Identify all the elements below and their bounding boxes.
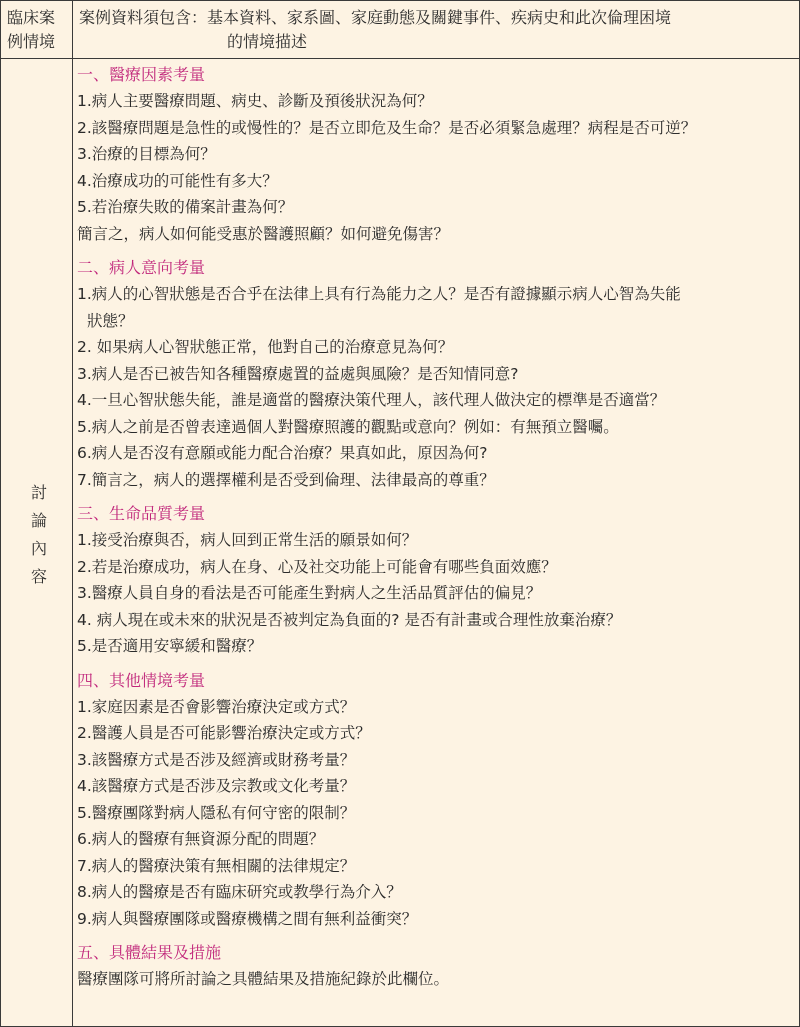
section-title: 二、病人意向考量 [77, 258, 206, 277]
list-item: 5.病人之前是否曾表達過個人對醫療照護的觀點或意向？例如：有無預立醫囑。 [77, 417, 619, 436]
header-description [79, 6, 779, 54]
list-item: 5.若治療失敗的備案計畫為何？ [77, 198, 294, 216]
section-title: 四、其他情境考量 [77, 670, 206, 690]
list-item-continuation: 狀態？ [87, 311, 134, 330]
header-desc-line1: 案例資料須包含：基本資料、家系圖、家庭動態及關鍵事件、疾病史和此次倫理困境 [79, 8, 672, 27]
list-item: 1.家庭因素是否會影響治療決定或方式？ [77, 697, 356, 716]
side-label-char: 容 [30, 567, 47, 586]
list-item: 4.治療成功的可能性有多大？ [77, 171, 278, 190]
list-item: 7.簡言之，病人的選擇權利是否受到倫理、法律最高的尊重？ [77, 470, 495, 489]
list-item: 醫療團隊可將所討論之具體結果及措施紀錄於此欄位。 [77, 970, 450, 988]
list-item: 2.醫護人員是否可能影響治療決定或方式？ [77, 724, 371, 742]
list-item: 4. 病人現在或未來的狀況是否被判定為負面的? 是否有計畫或合理性放棄治療？ [77, 610, 622, 629]
header-label [1, 1, 73, 58]
list-item: 5.醫療團隊對病人隱私有何守密的限制？ [77, 803, 356, 822]
list-item: 2.若是治療成功，病人在身、心及社交功能上可能會有哪些負面效應？ [77, 557, 557, 576]
list-item: 2.該醫療問題是急性的或慢性的？是否立即危及生命？是否必須緊急處理？病程是否可逆？ [77, 118, 697, 137]
side-label-column [1, 59, 73, 1026]
list-item: 1.病人的心智狀態是否合乎在法律上具有行為能力之人？是否有證據顯示病人心智為失能 [77, 285, 681, 303]
list-item: 6.病人是否沒有意願或能力配合治療？果真如此，原因為何? [77, 444, 488, 462]
section-patient-preference [77, 255, 799, 493]
section-medical [77, 62, 799, 247]
list-item: 8.病人的醫療是否有臨床研究或教學行為介入？ [77, 883, 402, 901]
side-label-char: 內 [30, 539, 47, 558]
list-item: 3.醫療人員自身的看法是否可能產生對病人之生活品質評估的偏見？ [77, 584, 542, 602]
header-label-line2: 例情境 [7, 32, 56, 51]
list-item: 2. 如果病人心智狀態正常，他對自己的治療意見為何？ [77, 338, 454, 356]
list-item: 9.病人與醫療團隊或醫療機構之間有無利益衝突？ [77, 909, 418, 928]
list-item: 簡言之，病人如何能受惠於醫護照顧？如何避免傷害？ [77, 224, 450, 243]
section-outcomes [77, 940, 799, 993]
header-label-line1: 臨床案 [7, 8, 56, 27]
section-other-context [77, 668, 799, 933]
discussion-content [77, 62, 799, 993]
side-label [29, 479, 49, 591]
section-title: 五、具體結果及措施 [77, 943, 222, 962]
list-item: 3.該醫療方式是否涉及經濟或財務考量？ [77, 750, 356, 769]
list-item: 7.病人的醫療決策有無相關的法律規定？ [77, 856, 356, 875]
section-title: 一、醫療因素考量 [77, 65, 206, 84]
list-item: 4.一旦心智狀態失能，誰是適當的醫療決策代理人，該代理人做決定的標準是否適當？ [77, 391, 666, 409]
header-desc-line2: 的情境描述 [227, 32, 308, 51]
list-item: 1.接受治療與否，病人回到正常生活的願景如何？ [77, 531, 418, 549]
list-item: 6.病人的醫療有無資源分配的問題？ [77, 830, 325, 848]
list-item: 5.是否適用安寧緩和醫療？ [77, 637, 263, 655]
section-title: 三、生命品質考量 [77, 504, 206, 523]
side-label-char: 論 [30, 511, 47, 530]
list-item: 3.病人是否已被告知各種醫療處置的益處與風險？是否知情同意? [77, 364, 519, 383]
side-label-char: 討 [30, 483, 47, 502]
list-item: 1.病人主要醫療問題、病史、診斷及預後狀況為何？ [77, 92, 433, 110]
section-quality-of-life [77, 501, 799, 660]
list-item: 3.治療的目標為何？ [77, 145, 216, 163]
list-item: 4.該醫療方式是否涉及宗教或文化考量？ [77, 777, 356, 795]
header-row [1, 1, 799, 59]
